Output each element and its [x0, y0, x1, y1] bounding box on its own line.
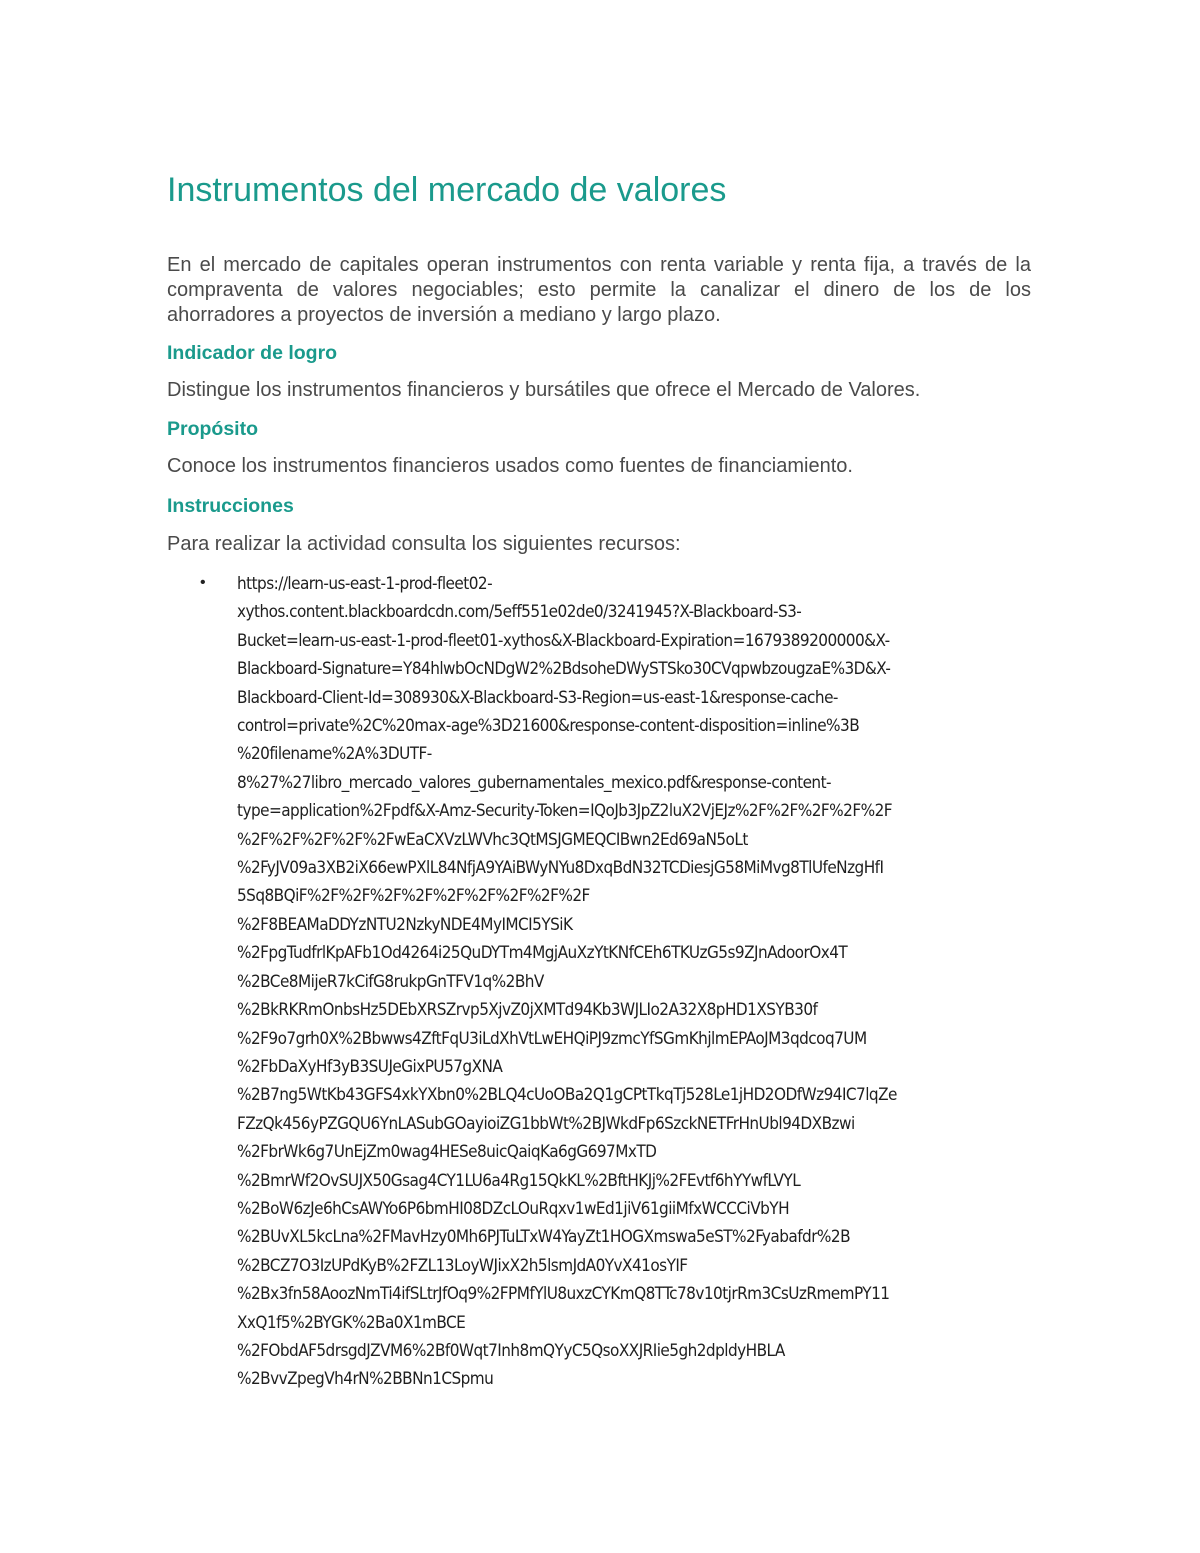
resource-link-line[interactable]: %2FyJV09a3XB2iX66ewPXlL84NfjA9YAiBWyNYu8DxqBdN32TCDiesjG58MiMvg8TlUfeNzgHfI	[237, 858, 884, 879]
resource-link-line[interactable]: FZzQk456yPZGQU6YnLASubGOayioiZG1bbWt%2BJWkdFp6SzckNETFrHnUbl94DXBzwi	[237, 1113, 855, 1134]
resource-link-line[interactable]: 8%27%27libro_mercado_valores_gubernamentales_mexico.pdf&response-content-	[237, 772, 831, 793]
resource-link-line[interactable]: Bucket=learn-us-east-1-prod-fleet01-xythos&X-Blackboard-Expiration=1679389200000&X-	[237, 630, 890, 651]
resource-link-line[interactable]: %2BmrWf2OvSUJX50Gsag4CY1LU6a4Rg15QkKL%2BftHKJj%2FEvtf6hYYwfLVYL	[237, 1170, 801, 1191]
resource-link-line[interactable]: %2F9o7grh0X%2Bbwws4ZftFqU3iLdXhVtLwEHQiPJ9zmcYfSGmKhjlmEPAoJM3qdcoq7UM	[237, 1028, 867, 1049]
section-body-instrucciones: Para realizar la actividad consulta los siguientes recursos:	[167, 533, 681, 555]
resource-link-line[interactable]: XxQ1f5%2BYGK%2Ba0X1mBCE	[237, 1312, 466, 1333]
resource-link-line[interactable]: %2Bx3fn58AoozNmTi4ifSLtrJfOq9%2FPMfYlU8uxzCYKmQ8TTc78v10tjrRm3CsUzRmemPY11	[237, 1284, 890, 1305]
resource-link-line[interactable]: xythos.content.blackboardcdn.com/5eff551e02de0/3241945?X-Blackboard-S3-	[237, 602, 802, 623]
resource-link[interactable]	[237, 570, 1037, 1394]
resource-link-line[interactable]: %2BkRKRmOnbsHz5DEbXRSZrvp5XjvZ0jXMTd94Kb3WJLIo2A32X8pHD1XSYB30f	[237, 1000, 818, 1021]
resource-link-line[interactable]: type=application%2Fpdf&X-Amz-Security-Token=IQoJb3JpZ2luX2VjEJz%2F%2F%2F%2F%2F	[237, 801, 893, 822]
resource-link-line[interactable]: %2BCe8MijeR7kCifG8rukpGnTFV1q%2BhV	[237, 971, 544, 992]
bullet-icon: •	[200, 574, 206, 591]
resource-link-line[interactable]: control=private%2C%20max-age%3D21600&response-content-disposition=inline%3B	[237, 716, 860, 737]
resource-link-line[interactable]: %2BoW6zJe6hCsAWYo6P6bmHI08DZcLOuRqxv1wEd1jiV61giiMfxWCCCiVbYH	[237, 1198, 790, 1219]
resource-link-line[interactable]: %2F%2F%2F%2F%2FwEaCXVzLWVhc3QtMSJGMEQCIBwn2Ed69aN5oLt	[237, 829, 748, 850]
intro-paragraph: En el mercado de capitales operan instrumentos con renta variable y renta fija, a través de la compraventa de valores negociables; esto permite la canalizar el dinero de los de los ahorradores a proyectos de inversión a mediano y largo plazo.	[167, 254, 1031, 326]
resource-link-line[interactable]: Blackboard-Client-Id=308930&X-Blackboard-S3-Region=us-east-1&response-cache-	[237, 687, 838, 708]
resource-link-line[interactable]: %20filename%2A%3DUTF-	[237, 744, 432, 765]
section-body-indicador: Distingue los instrumentos financieros y bursátiles que ofrece el Mercado de Valores.	[167, 379, 921, 401]
resource-link-line[interactable]: Blackboard-Signature=Y84hlwbOcNDgW2%2BdsoheDWySTSko30CVqpwbzougzaE%3D&X-	[237, 659, 891, 680]
section-heading-instrucciones: Instrucciones	[167, 495, 294, 517]
resource-link-line[interactable]: %2FObdAF5drsgdJZVM6%2Bf0Wqt7Inh8mQYyC5QsoXXJRIie5gh2dpldyHBLA	[237, 1340, 785, 1361]
resource-link-line[interactable]: https://learn-us-east-1-prod-fleet02-	[237, 574, 493, 594]
resource-link-line[interactable]: %2FbrWk6g7UnEjZm0wag4HESe8uicQaiqKa6gG697MxTD	[237, 1142, 657, 1163]
resource-link-line[interactable]: %2BCZ7O3IzUPdKyB%2FZL13LoyWJixX2h5lsmJdA0YvX41osYIF	[237, 1255, 688, 1276]
page-title: Instrumentos del mercado de valores	[167, 171, 727, 209]
resource-link-line[interactable]: %2FbDaXyHf3yB3SUJeGixPU57gXNA	[237, 1056, 503, 1077]
section-body-proposito: Conoce los instrumentos financieros usados como fuentes de financiamiento.	[167, 455, 853, 477]
resource-link-line[interactable]: %2BvvZpegVh4rN%2BBNn1CSpmu	[237, 1369, 494, 1390]
resource-link-line[interactable]: %2F8BEAMaDDYzNTU2NzkyNDE4MyIMCI5YSiK	[237, 914, 573, 935]
resource-link-line[interactable]: %2BUvXL5kcLna%2FMavHzy0Mh6PJTuLTxW4YayZt1HOGXmswa5eST%2Fyabafdr%2B	[237, 1227, 851, 1248]
resource-link-line[interactable]: %2FpgTudfrlKpAFb1Od4264i25QuDYTm4MgjAuXzYtKNfCEh6TKUzG5s9ZJnAdoorOx4T	[237, 943, 848, 964]
resource-link-line[interactable]: 5Sq8BQiF%2F%2F%2F%2F%2F%2F%2F%2F%2F	[237, 886, 590, 907]
section-heading-indicador: Indicador de logro	[167, 342, 338, 364]
section-heading-proposito: Propósito	[167, 418, 258, 440]
resource-link-line[interactable]: %2B7ng5WtKb43GFS4xkYXbn0%2BLQ4cUoOBa2Q1gCPtTkqTj528Le1jHD2ODfWz94IC7lqZe	[237, 1085, 897, 1106]
